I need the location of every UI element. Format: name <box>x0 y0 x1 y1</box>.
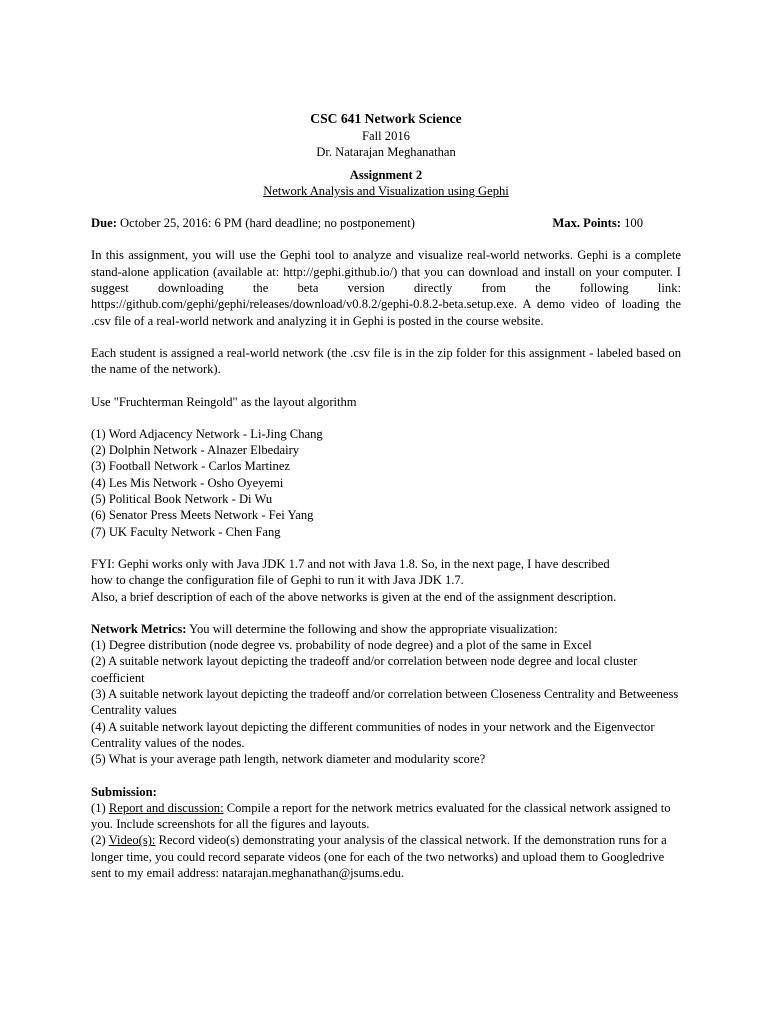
assignment-title: Assignment 2 <box>349 167 423 182</box>
submission-item-number: (1) <box>91 800 109 815</box>
fyi-note <box>91 556 681 605</box>
points-label: Max. Points: <box>552 216 621 231</box>
list-item: (7) UK Faculty Network - Chen Fang <box>91 524 281 539</box>
metric-item: (5) What is your average path length, network diameter and modularity score? <box>91 752 486 767</box>
points-value: 100 <box>620 216 643 231</box>
due-text: October 25, 2016: 6 PM (hard deadline; no postponement) <box>116 216 415 231</box>
submission-item <box>91 800 681 833</box>
due-row <box>91 215 681 231</box>
submission-heading: Submission: <box>91 784 157 799</box>
instructor-name: Dr. Natarajan Meghanathan <box>316 145 456 160</box>
network-list <box>91 426 681 540</box>
due-label: Due: <box>91 216 117 231</box>
metric-item: (4) A suitable network layout depicting the different communities of nodes in your network and the Eigenvector Centrality values of the nodes. <box>91 719 655 750</box>
fyi-line: FYI: Gephi works only with Java JDK 1.7 and not with Java 1.8. So, in the next page, I have described <box>91 556 610 571</box>
list-item: (2) Dolphin Network - Alnazer Elbedairy <box>91 443 300 458</box>
fyi-line: how to change the configuration file of Gephi to run it with Java JDK 1.7. <box>91 573 464 588</box>
document-header <box>91 110 681 199</box>
metrics-section <box>91 621 681 768</box>
metrics-label: Network Metrics: <box>91 621 187 636</box>
assignment-paragraph: Each student is assigned a real-world network (the .csv file is in the zip folder for this assignment - labeled based on the name of the network). <box>91 345 681 377</box>
video-label: Video(s): <box>108 833 156 848</box>
assignment-subtitle: Network Analysis and Visualization using Gephi <box>263 183 509 198</box>
metrics-intro: You will determine the following and show the appropriate visualization: <box>186 621 558 636</box>
report-text: Compile a report for the network metrics evaluated for the classical network assigned to you. Include screenshots for all the figures and layouts. <box>91 800 671 832</box>
video-text: Record video(s) demonstrating your analysis of the classical network. If the demonstration runs for a longer time, you could record separate videos (one for each of the two networks) and upload them to Googledrive sent to my email address: natarajan.meghanathan@jsums.edu. <box>91 833 667 880</box>
max-points <box>552 215 681 231</box>
submission-item-number: (2) <box>91 833 109 848</box>
submission-section <box>91 784 681 882</box>
course-title: CSC 641 Network Science <box>310 111 462 126</box>
list-item: (3) Football Network - Carlos Martinez <box>91 459 291 474</box>
report-label: Report and discussion: <box>108 800 224 815</box>
metrics-heading <box>91 621 681 637</box>
fyi-line: Also, a brief description of each of the above networks is given at the end of the assignment description. <box>91 589 617 604</box>
document-content <box>91 110 681 881</box>
list-item: (6) Senator Press Meets Network - Fei Yang <box>91 508 314 523</box>
list-item: (5) Political Book Network - Di Wu <box>91 492 273 507</box>
list-item: (1) Word Adjacency Network - Li-Jing Chang <box>91 426 323 441</box>
metric-item: (2) A suitable network layout depicting the tradeoff and/or correlation between node degree and local cluster coefficient <box>91 654 638 685</box>
intro-paragraph: In this assignment, you will use the Gephi tool to analyze and visualize real-world networks. Gephi is a complete stand-alone application (available at: http://gephi.github.io/) that you can download and install on your computer. I suggest downloading the beta version directly from the following link: https://github.com/gephi/gephi/releases/download/v0.8.2/gephi-0.8.2-beta.setup.exe. A demo video of loading the .csv file of a real-world network and analyzing it in Gephi is posted in the course website. <box>91 248 681 328</box>
due-date <box>91 215 415 231</box>
list-item: (4) Les Mis Network - Osho Oyeyemi <box>91 475 284 490</box>
layout-note: Use "Fruchterman Reingold" as the layout algorithm <box>91 394 357 409</box>
metric-item: (3) A suitable network layout depicting the tradeoff and/or correlation between Closeness Centrality and Betweeness Centrality values <box>91 687 679 718</box>
metric-item: (1) Degree distribution (node degree vs. probability of node degree) and a plot of the same in Excel <box>91 638 592 653</box>
submission-item <box>91 832 681 881</box>
course-term: Fall 2016 <box>362 129 410 143</box>
